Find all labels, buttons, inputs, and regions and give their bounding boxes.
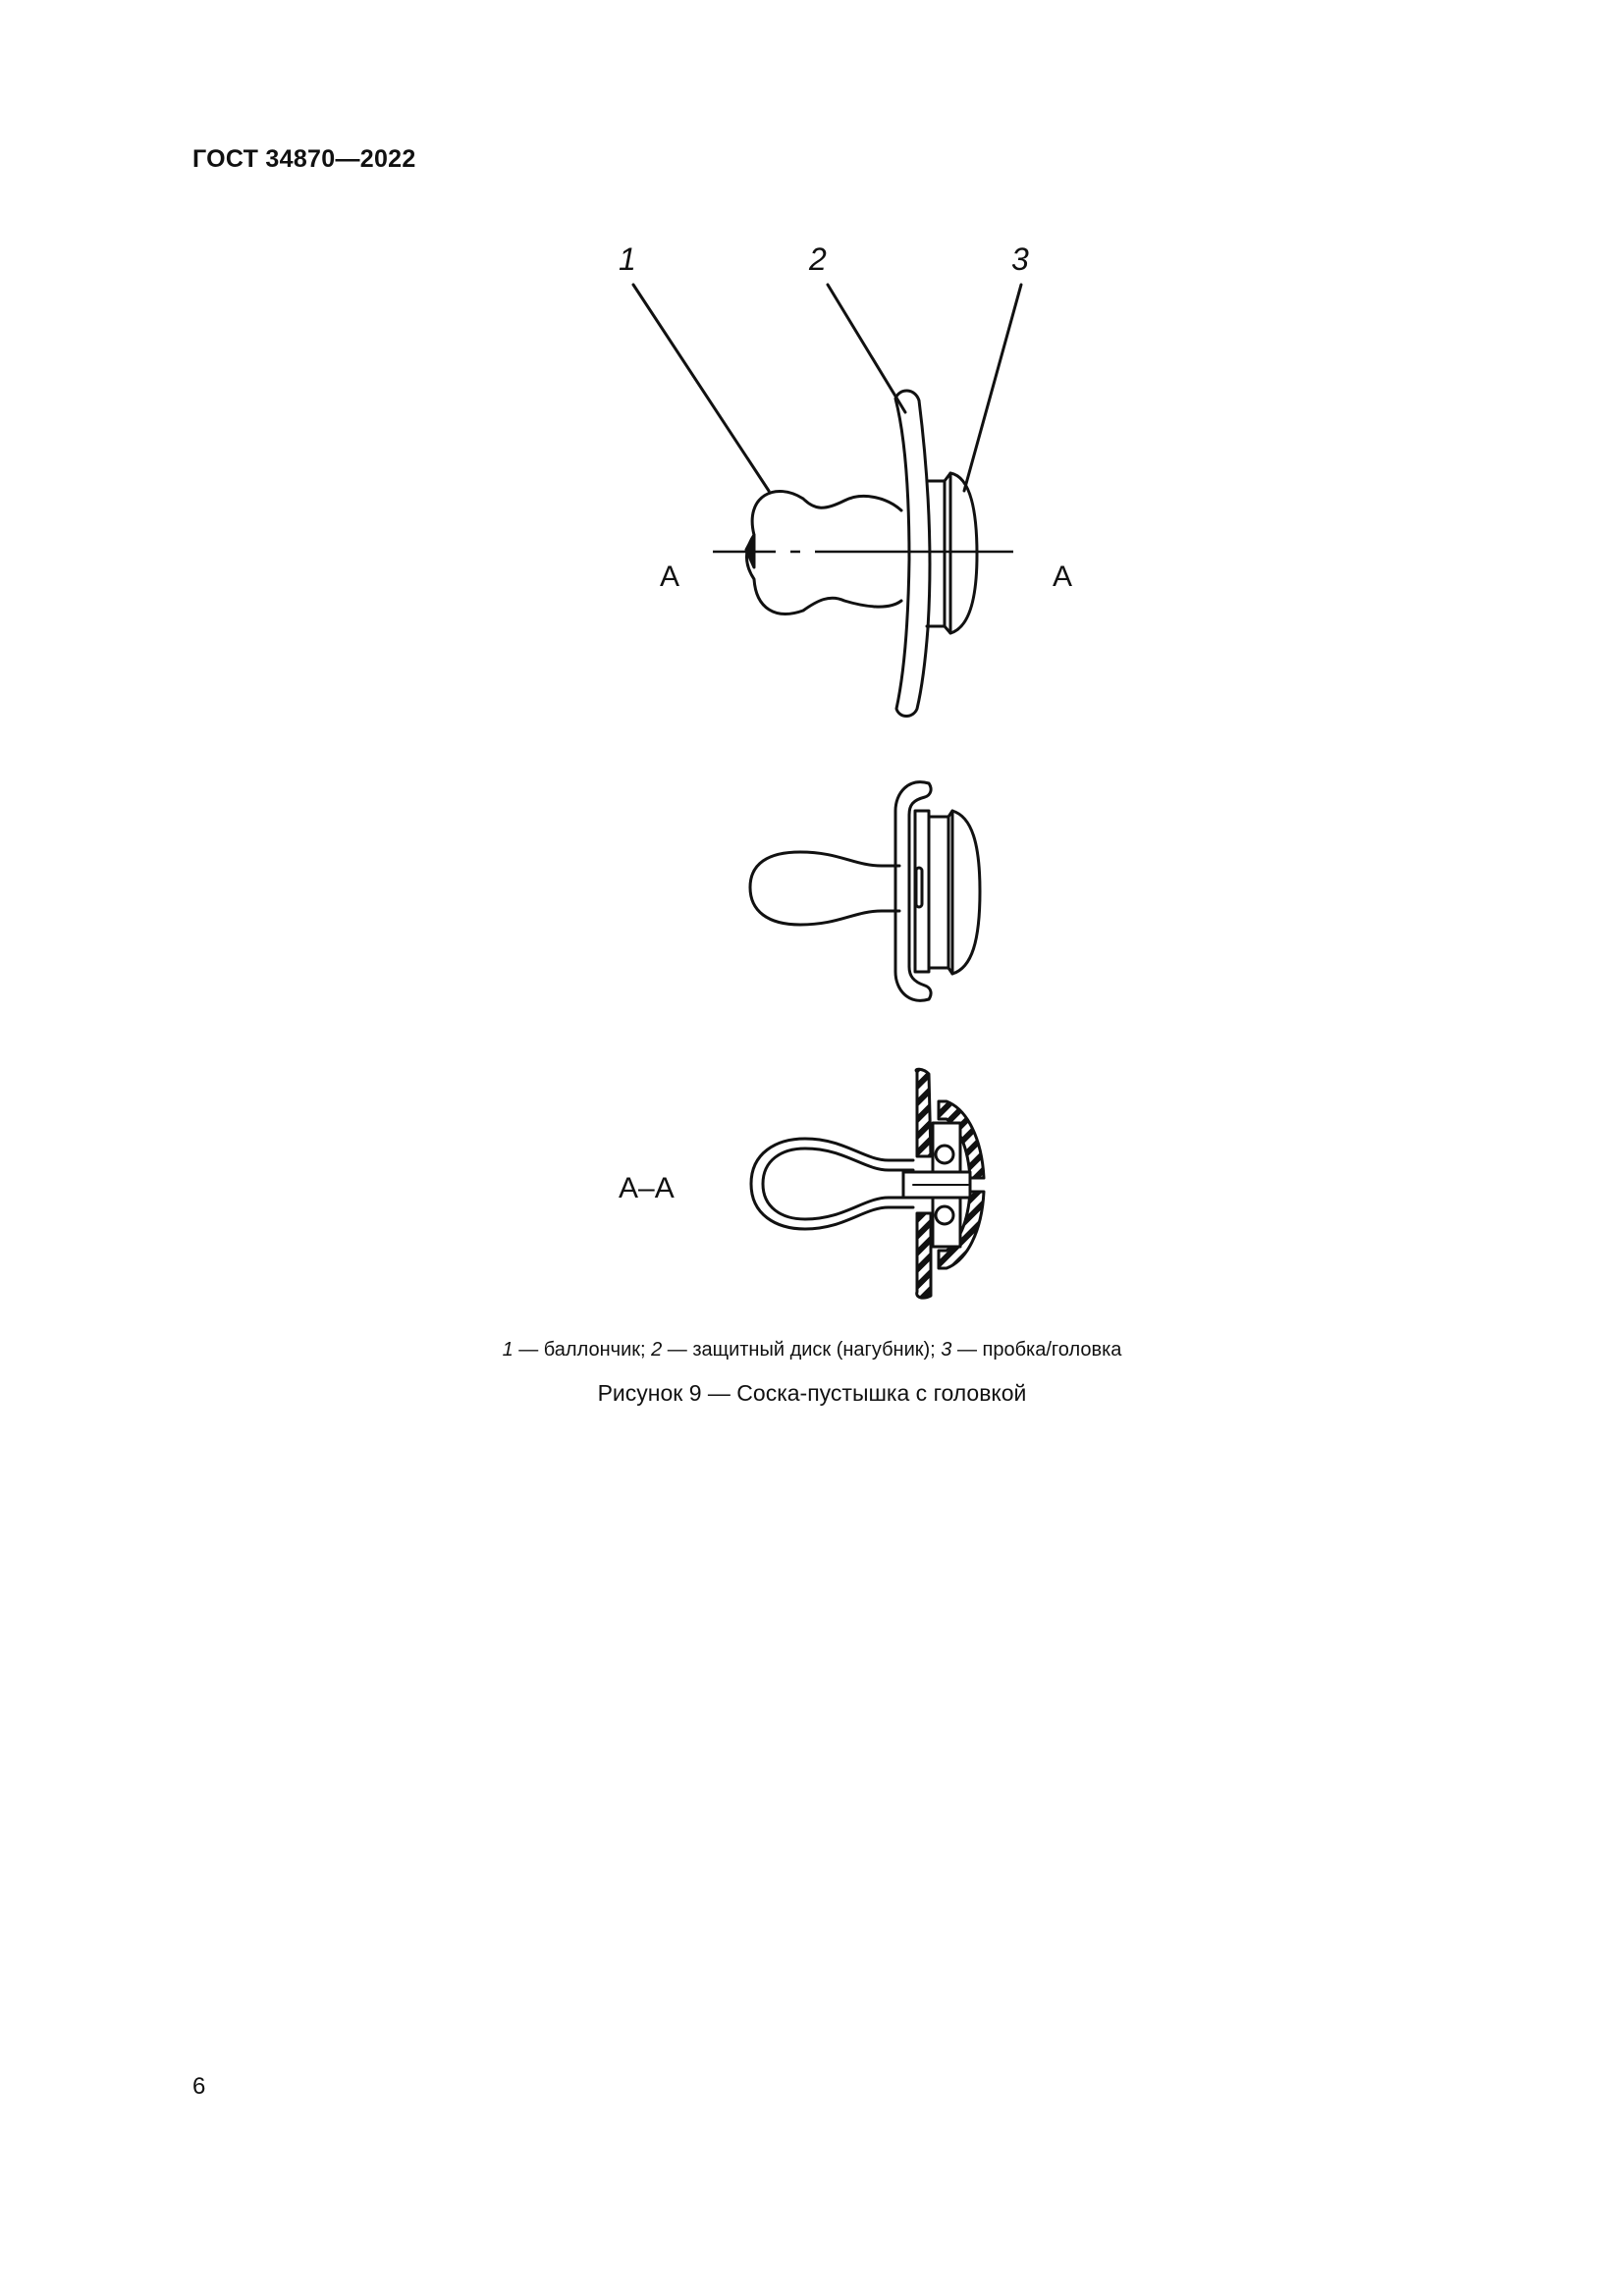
- top-view-hole: [916, 868, 922, 907]
- top-view-bulb: [750, 852, 899, 925]
- figure-caption: Рисунок 9 — Соска-пустышка с головкой: [597, 1380, 1027, 1406]
- top-view: [750, 782, 980, 1001]
- section-view: [751, 1069, 984, 1298]
- leader-line-1: [633, 285, 769, 491]
- legend-num-1: 1: [502, 1339, 514, 1361]
- section-mark-right: A: [1053, 561, 1073, 593]
- section-lock-ring-top: [936, 1146, 953, 1163]
- top-view-shield: [895, 782, 931, 1001]
- leader-line-3: [964, 285, 1021, 491]
- legend-text-3: — пробка/головка: [951, 1339, 1122, 1361]
- section-mark-left: A: [660, 561, 680, 593]
- legend-num-3: 3: [941, 1339, 952, 1361]
- legend-num-2: 2: [651, 1339, 663, 1361]
- top-view-head: [929, 811, 980, 974]
- shield-disc-outline: [895, 391, 930, 717]
- legend-text-2: — защитный диск (нагубник);: [662, 1339, 942, 1361]
- document-header: ГОСТ 34870—2022: [192, 145, 416, 173]
- callout-3: 3: [1011, 241, 1029, 277]
- callout-1: 1: [619, 241, 636, 277]
- legend-text-1: — баллончик;: [513, 1339, 652, 1361]
- section-lock-ring-bottom: [936, 1206, 953, 1224]
- side-view: [633, 285, 1021, 717]
- figure-legend: [0, 1339, 1624, 1362]
- section-shield-bottom: [917, 1213, 931, 1298]
- leader-line-2: [828, 285, 905, 412]
- section-shield-top: [916, 1069, 931, 1156]
- callout-2: 2: [809, 241, 827, 277]
- page-number: 6: [192, 2073, 206, 2100]
- section-view-label: А–А: [619, 1172, 675, 1204]
